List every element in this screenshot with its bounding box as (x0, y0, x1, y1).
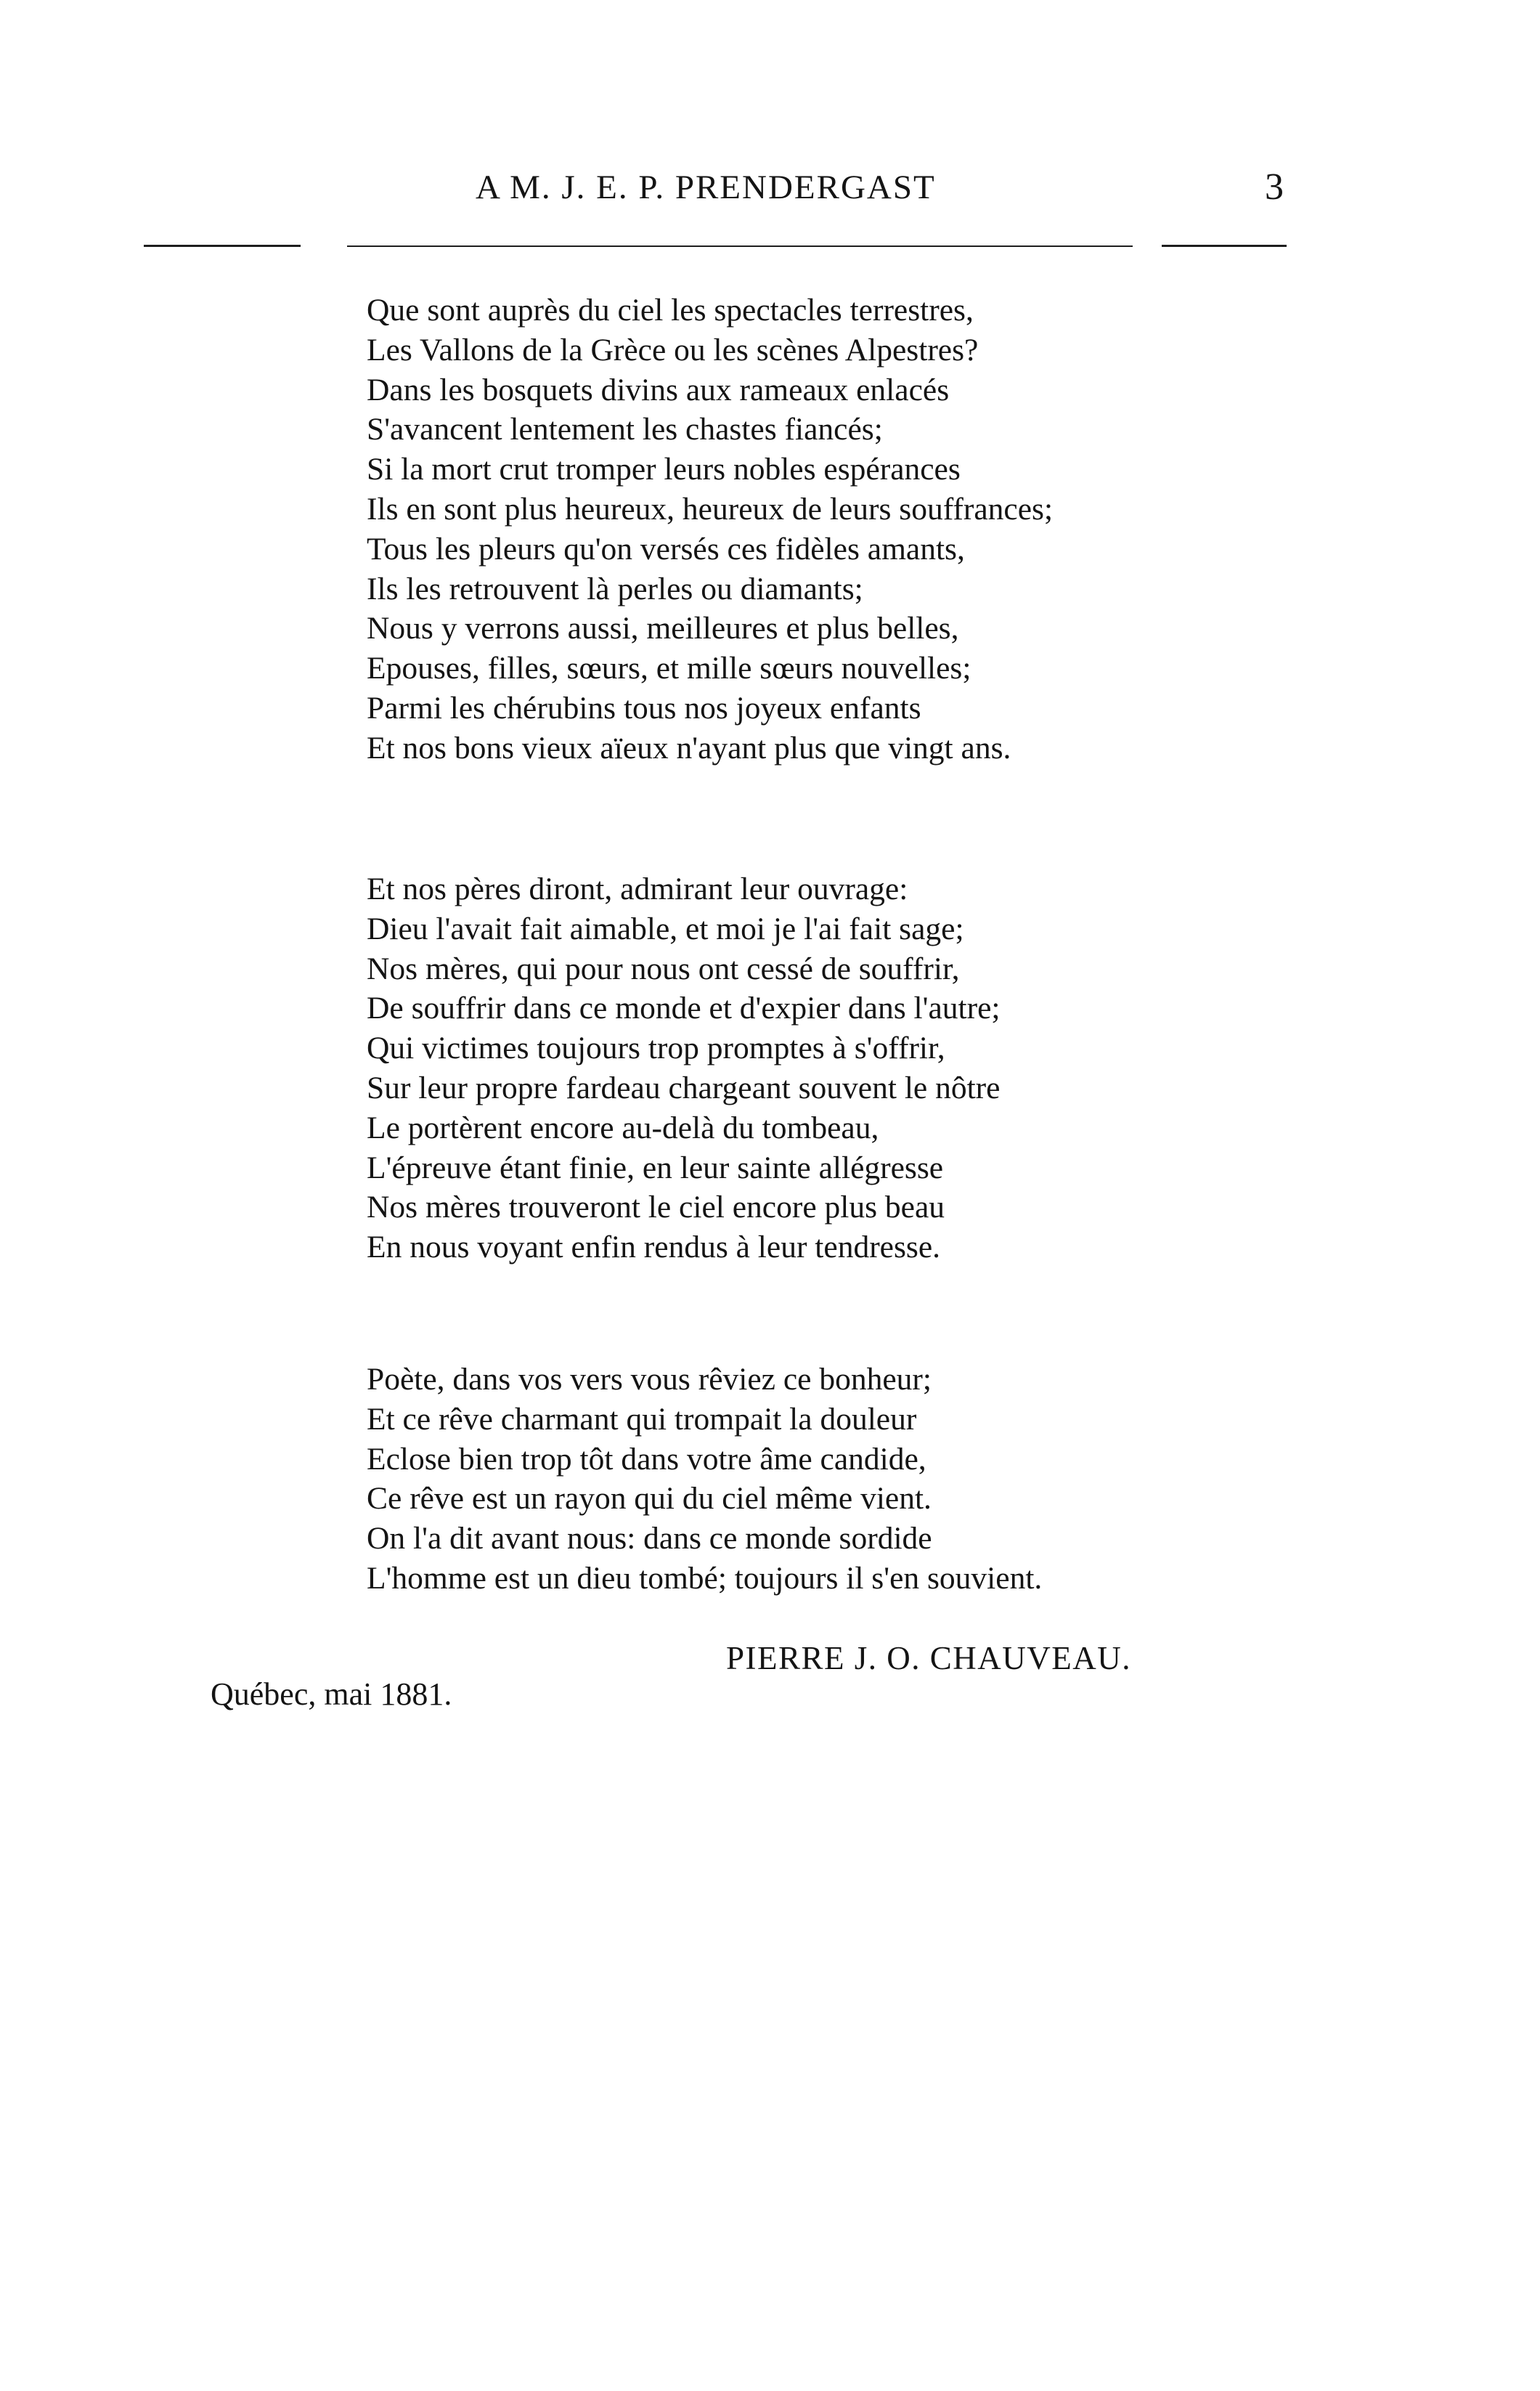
running-title: A M. J. E. P. PRENDERGAST (476, 169, 936, 206)
poem-line: On l'a dit avant nous: dans ce monde sordide (367, 1521, 932, 1556)
running-head (0, 166, 1540, 216)
poem-line: Poète, dans vos vers vous rêviez ce bonheur; (367, 1362, 932, 1397)
poem-line: S'avancent lentement les chastes fiancés; (367, 412, 883, 447)
poem-line: Et nos bons vieux aïeux n'ayant plus que vingt ans. (367, 730, 1011, 766)
header-rule-middle (347, 245, 1133, 247)
poem-stanza-3 (367, 1360, 1042, 1599)
page-number: 3 (1265, 166, 1284, 208)
poem-line: Qui victimes toujours trop promptes à s'offrir, (367, 1031, 945, 1066)
poem-line: De souffrir dans ce monde et d'expier dans l'autre; (367, 991, 1001, 1026)
poem-line: L'homme est un dieu tombé; toujours il s'en souvient. (367, 1560, 1043, 1596)
poem-line: En nous voyant enfin rendus à leur tendresse. (367, 1230, 941, 1265)
header-rule-right (1162, 245, 1287, 247)
poem-line: Sur leur propre fardeau chargeant souvent le nôtre (367, 1070, 1001, 1105)
poem-line: Les Vallons de la Grèce ou les scènes Alpestres? (367, 332, 979, 368)
poem-line: Ce rêve est un rayon qui du ciel même vient. (367, 1481, 932, 1517)
poem-line: Parmi les chérubins tous nos joyeux enfants (367, 690, 921, 726)
poem-line: Ils les retrouvent là perles ou diamants; (367, 571, 863, 606)
poem-line: Ils en sont plus heureux, heureux de leurs souffrances; (367, 491, 1054, 527)
poem-line: Et ce rêve charmant qui trompait la douleur (367, 1401, 917, 1437)
header-rule-left (144, 245, 301, 247)
author-signature: PIERRE J. O. CHAUVEAU. (726, 1640, 1132, 1676)
poem-line: Le portèrent encore au-delà du tombeau, (367, 1110, 879, 1145)
poem-line: Tous les pleurs qu'on versés ces fidèles amants, (367, 531, 965, 567)
dateline: Québec, mai 1881. (211, 1676, 452, 1712)
poem-line: Nos mères, qui pour nous ont cessé de souffrir, (367, 951, 960, 986)
poem-line: Dieu l'avait fait aimable, et moi je l'ai fait sage; (367, 911, 964, 946)
poem-line: Et nos pères diront, admirant leur ouvrage: (367, 872, 908, 906)
poem-line: Eclose bien trop tôt dans votre âme candide, (367, 1441, 926, 1477)
poem-stanza-2 (367, 869, 1001, 1267)
poem-line: L'épreuve étant finie, en leur sainte allégresse (367, 1150, 944, 1185)
poem-line: Si la mort crut tromper leurs nobles espérances (367, 452, 961, 487)
poem-line: Que sont auprès du ciel les spectacles terrestres, (367, 293, 974, 328)
poem-line: Epouses, filles, sœurs, et mille sœurs nouvelles; (367, 651, 971, 686)
poem-line: Nous y verrons aussi, meilleures et plus belles, (367, 611, 959, 646)
poem-line: Nos mères trouveront le ciel encore plus beau (367, 1190, 945, 1225)
poem-stanza-1 (367, 291, 1053, 768)
poem-line: Dans les bosquets divins aux rameaux enlacés (367, 372, 950, 407)
